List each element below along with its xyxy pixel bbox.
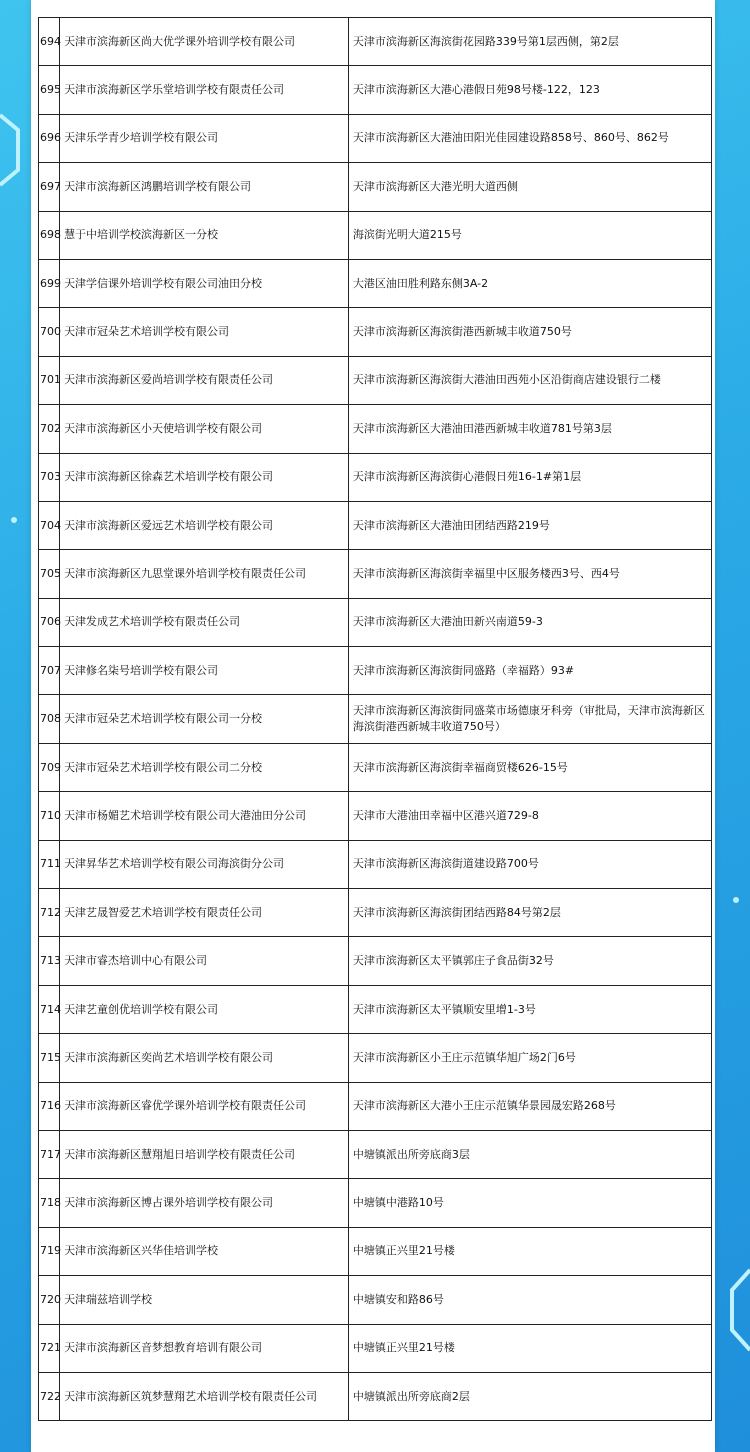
row-number-cell: 716 [39, 1082, 60, 1130]
address-cell: 天津市滨海新区大港光明大道西侧 [348, 163, 711, 211]
row-number-cell: 696 [39, 114, 60, 162]
school-name-cell: 慧于中培训学校滨海新区一分校 [60, 211, 349, 259]
row-number-cell: 712 [39, 889, 60, 937]
school-name-cell: 天津昇华艺术培训学校有限公司海滨街分公司 [60, 840, 349, 888]
school-name-cell: 天津市滨海新区音梦想教育培训有限公司 [60, 1324, 349, 1372]
school-name-cell: 天津市滨海新区爱尚培训学校有限责任公司 [60, 356, 349, 404]
address-cell: 中塘镇正兴里21号楼 [348, 1227, 711, 1275]
row-number-cell: 695 [39, 66, 60, 114]
table-row [39, 453, 712, 501]
address-cell: 天津市滨海新区海滨街同盛路（幸福路）93# [348, 647, 711, 695]
school-name-cell: 天津市冠朵艺术培训学校有限公司一分校 [60, 695, 349, 743]
school-name-cell: 天津发成艺术培训学校有限责任公司 [60, 598, 349, 646]
row-number-cell: 721 [39, 1324, 60, 1372]
school-name-cell: 天津市杨媚艺术培训学校有限公司大港油田分公司 [60, 792, 349, 840]
table-row [39, 985, 712, 1033]
address-cell: 天津市滨海新区大港心港假日苑98号楼-122，123 [348, 66, 711, 114]
address-cell: 天津市滨海新区海滨街心港假日苑16-1#第1层 [348, 453, 711, 501]
address-cell: 天津市滨海新区海滨街幸福里中区服务楼西3号、西4号 [348, 550, 711, 598]
table-row [39, 598, 712, 646]
row-number-cell: 713 [39, 937, 60, 985]
row-number-cell: 720 [39, 1276, 60, 1324]
school-name-cell: 天津市滨海新区徐森艺术培训学校有限公司 [60, 453, 349, 501]
row-number-cell: 707 [39, 647, 60, 695]
school-name-cell: 天津市滨海新区慧翔旭日培训学校有限责任公司 [60, 1130, 349, 1178]
table-row [39, 743, 712, 791]
school-name-cell: 天津市冠朵艺术培训学校有限公司 [60, 308, 349, 356]
row-number-cell: 706 [39, 598, 60, 646]
row-number-cell: 711 [39, 840, 60, 888]
table-row [39, 1179, 712, 1227]
address-cell: 天津市滨海新区海滨街大港油田西苑小区沿街商店建设银行二楼 [348, 356, 711, 404]
table-row [39, 1227, 712, 1275]
row-number-cell: 700 [39, 308, 60, 356]
row-number-cell: 704 [39, 501, 60, 549]
school-name-cell: 天津市滨海新区小天使培训学校有限公司 [60, 405, 349, 453]
table-row [39, 1130, 712, 1178]
school-name-cell: 天津市滨海新区兴华佳培训学校 [60, 1227, 349, 1275]
school-name-cell: 天津乐学青少培训学校有限公司 [60, 114, 349, 162]
row-number-cell: 702 [39, 405, 60, 453]
table-row [39, 405, 712, 453]
address-cell: 中塘镇派出所旁底商2层 [348, 1372, 711, 1420]
table-row [39, 647, 712, 695]
school-name-cell: 天津市滨海新区筑梦慧翔艺术培训学校有限责任公司 [60, 1372, 349, 1420]
table-row [39, 889, 712, 937]
school-name-cell: 天津市滨海新区奕尚艺术培训学校有限公司 [60, 1034, 349, 1082]
address-cell: 天津市滨海新区海滨街同盛菜市场德康牙科旁（审批局，天津市滨海新区海滨街港西新城丰收道750号） [348, 695, 711, 743]
address-cell: 天津市滨海新区太平镇顺安里增1-3号 [348, 985, 711, 1033]
table-row [39, 1082, 712, 1130]
school-name-cell: 天津瑞兹培训学校 [60, 1276, 349, 1324]
row-number-cell: 719 [39, 1227, 60, 1275]
address-cell: 天津市滨海新区海滨街幸福商贸楼626-15号 [348, 743, 711, 791]
table-row [39, 695, 712, 743]
row-number-cell: 705 [39, 550, 60, 598]
address-cell: 海滨街光明大道215号 [348, 211, 711, 259]
school-name-cell: 天津学信课外培训学校有限公司油田分校 [60, 259, 349, 307]
table-row [39, 1034, 712, 1082]
address-cell: 天津市大港油田幸福中区港兴道729-8 [348, 792, 711, 840]
school-name-cell: 天津艺晟智爱艺术培训学校有限责任公司 [60, 889, 349, 937]
address-cell: 天津市滨海新区小王庄示范镇华旭广场2门6号 [348, 1034, 711, 1082]
address-cell: 天津市滨海新区海滨街花园路339号第1层西侧，第2层 [348, 18, 711, 66]
address-cell: 中塘镇中港路10号 [348, 1179, 711, 1227]
row-number-cell: 722 [39, 1372, 60, 1420]
address-cell: 天津市滨海新区大港小王庄示范镇华景园晟宏路268号 [348, 1082, 711, 1130]
school-name-cell: 天津市滨海新区九思堂课外培训学校有限责任公司 [60, 550, 349, 598]
row-number-cell: 699 [39, 259, 60, 307]
table-row [39, 550, 712, 598]
table-row [39, 163, 712, 211]
row-number-cell: 717 [39, 1130, 60, 1178]
address-cell: 天津市滨海新区海滨街道建设路700号 [348, 840, 711, 888]
training-school-table [38, 17, 712, 1421]
table-row [39, 114, 712, 162]
address-cell: 大港区油田胜利路东侧3A-2 [348, 259, 711, 307]
row-number-cell: 709 [39, 743, 60, 791]
table-row [39, 211, 712, 259]
row-number-cell: 701 [39, 356, 60, 404]
address-cell: 中塘镇安和路86号 [348, 1276, 711, 1324]
table-row [39, 501, 712, 549]
table-row [39, 840, 712, 888]
school-name-cell: 天津市冠朵艺术培训学校有限公司二分校 [60, 743, 349, 791]
school-name-cell: 天津市滨海新区学乐堂培训学校有限责任公司 [60, 66, 349, 114]
row-number-cell: 697 [39, 163, 60, 211]
address-cell: 天津市滨海新区海滨街团结西路84号第2层 [348, 889, 711, 937]
row-number-cell: 718 [39, 1179, 60, 1227]
school-name-cell: 天津市滨海新区鸿鹏培训学校有限公司 [60, 163, 349, 211]
row-number-cell: 698 [39, 211, 60, 259]
table-row [39, 356, 712, 404]
row-number-cell: 708 [39, 695, 60, 743]
table-row [39, 66, 712, 114]
row-number-cell: 694 [39, 18, 60, 66]
school-name-cell: 天津市滨海新区爱远艺术培训学校有限公司 [60, 501, 349, 549]
address-cell: 中塘镇派出所旁底商3层 [348, 1130, 711, 1178]
school-name-cell: 天津艺童创优培训学校有限公司 [60, 985, 349, 1033]
table-row [39, 308, 712, 356]
table-row [39, 792, 712, 840]
school-name-cell: 天津市滨海新区博占课外培训学校有限公司 [60, 1179, 349, 1227]
table-row [39, 259, 712, 307]
row-number-cell: 715 [39, 1034, 60, 1082]
row-number-cell: 710 [39, 792, 60, 840]
school-name-cell: 天津市滨海新区尚大优学课外培训学校有限公司 [60, 18, 349, 66]
address-cell: 天津市滨海新区大港油田港西新城丰收道781号第3层 [348, 405, 711, 453]
address-cell: 天津市滨海新区海滨街港西新城丰收道750号 [348, 308, 711, 356]
address-cell: 天津市滨海新区太平镇郭庄子食品街32号 [348, 937, 711, 985]
address-cell: 天津市滨海新区大港油田阳光佳园建设路858号、860号、862号 [348, 114, 711, 162]
school-name-cell: 天津市睿杰培训中心有限公司 [60, 937, 349, 985]
school-name-cell: 天津市滨海新区睿优学课外培训学校有限责任公司 [60, 1082, 349, 1130]
address-cell: 天津市滨海新区大港油田团结西路219号 [348, 501, 711, 549]
table-row [39, 1372, 712, 1420]
table-row [39, 1276, 712, 1324]
school-name-cell: 天津修名柒号培训学校有限公司 [60, 647, 349, 695]
table-row [39, 18, 712, 66]
row-number-cell: 703 [39, 453, 60, 501]
address-cell: 中塘镇正兴里21号楼 [348, 1324, 711, 1372]
row-number-cell: 714 [39, 985, 60, 1033]
table-row [39, 1324, 712, 1372]
address-cell: 天津市滨海新区大港油田新兴南道59-3 [348, 598, 711, 646]
table-row [39, 937, 712, 985]
